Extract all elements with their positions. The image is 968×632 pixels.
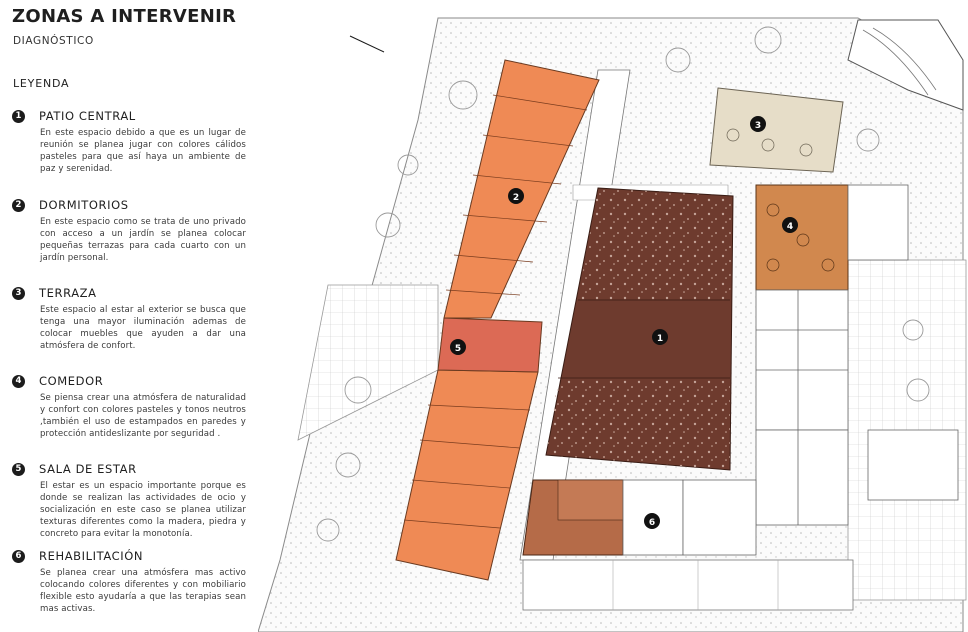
legend-item-title: SALA DE ESTAR [39,462,137,476]
zone-marker-label: 6 [648,518,656,528]
number-badge-6: 6 [12,550,25,563]
zone-comedor [756,185,848,290]
bottom-strip [523,560,853,610]
number-badge-2: 2 [12,199,25,212]
legend-item-sala-de-estar [12,461,246,540]
number-badge-5: 5 [12,463,25,476]
legend-item-title: COMEDOR [39,374,104,388]
zone-marker-5 [450,339,466,355]
legend-item-dormitorios [12,197,246,264]
legend-item-patio-central [12,108,246,175]
zone-marker-1 [652,329,668,345]
floor-plan-drawing [258,0,968,632]
north-arrow-icon [350,36,384,52]
legend-heading: LEYENDA [13,77,70,90]
zone-marker-label: 2 [512,193,520,203]
legend-item-description: En este espacio debido a que es un lugar de reunión se planea jugar con colores cálidos pasteles para que así haya un ambiente de paz y serenidad. [40,128,246,174]
legend-item-title: TERRAZA [39,286,97,300]
legend-item-description: Este espacio al estar al exterior se busca que tenga una mayor iluminación ademas de colocar muebles que ayuden a dar una atmósfera de confort. [40,305,246,351]
legend-item-description: Se piensa crear una atmósfera de naturalidad y confort con colores pasteles y tonos neutros ,también el uso de estampados en paredes y protección antideslizante por seguridad . [40,393,246,439]
zone-rehabilitacion [523,480,756,555]
zone-marker-label: 4 [786,222,794,232]
number-badge-3: 3 [12,287,25,300]
zone-marker-3 [750,116,766,132]
legend-item-rehabilitacion [12,548,246,615]
legend-item-title: PATIO CENTRAL [39,109,136,123]
legend-item-title: REHABILITACIÓN [39,549,144,563]
zone-marker-2 [508,188,524,204]
legend-panel [0,0,250,632]
zone-marker-label: 1 [656,334,664,344]
legend-item-title: DORMITORIOS [39,198,129,212]
legend-item-terraza [12,285,246,352]
legend-item-comedor [12,373,246,440]
legend-item-description: Se planea crear una atmósfera mas activo colocando colores diferentes y con mobiliario flexible esto ayudaría a que las terapias sean mas activas. [40,568,246,614]
legend-item-description: En este espacio como se trata de uno privado con acceso a un jardín se planea colocar pequeñas terrazas para cada cuarto con un jardín personal. [40,217,246,263]
zone-marker-4 [782,217,798,233]
floor-plan [258,0,968,632]
zone-terraza [710,88,843,172]
number-badge-1: 1 [12,110,25,123]
legend-item-description: El estar es un espacio importante porque es donde se realizan las actividades de ocio y socialización en este caso se planea utilizar texturas diferentes como la madera, piedra y concreto para evitar la monotonía. [40,481,246,539]
zone-marker-label: 5 [454,344,462,354]
zone-marker-label: 3 [754,121,762,131]
page-subtitle: DIAGNÓSTICO [13,35,94,47]
page-title: ZONAS A INTERVENIR [12,6,237,27]
number-badge-4: 4 [12,375,25,388]
zone-marker-6 [644,513,660,529]
